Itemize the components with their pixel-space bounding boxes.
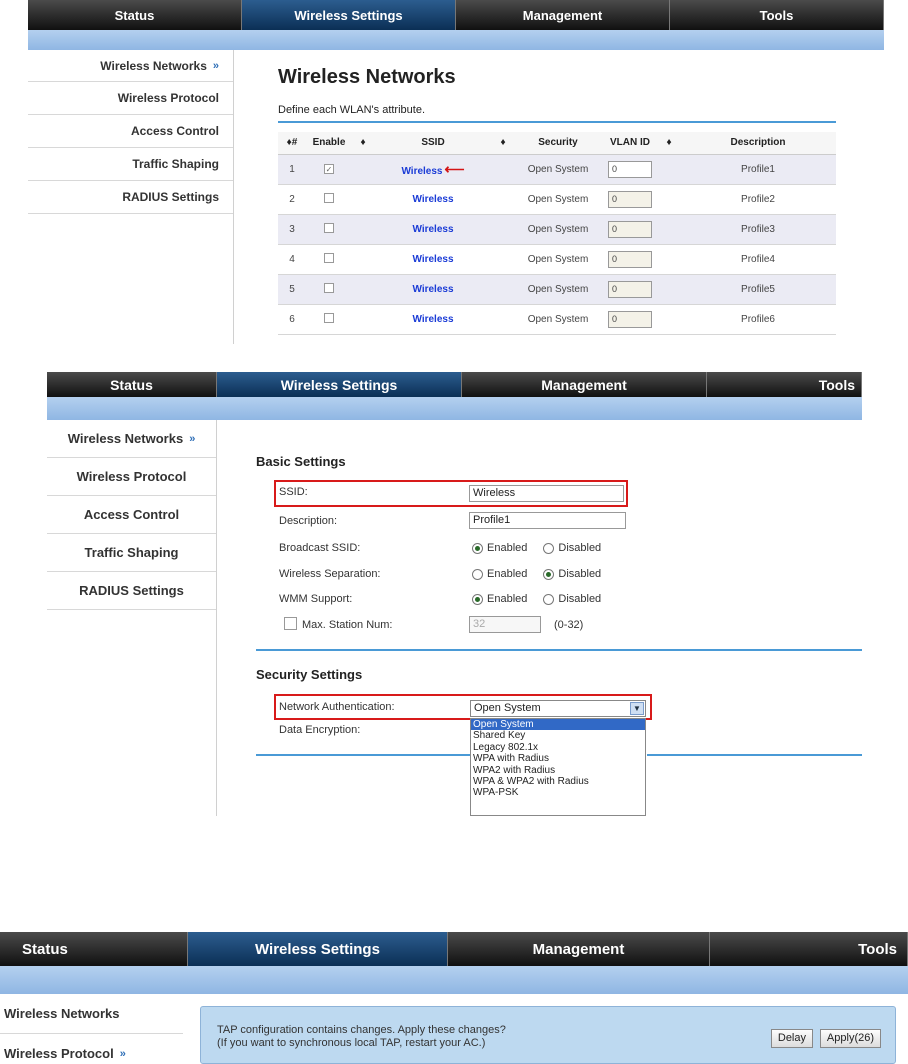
active-arrow-icon: » bbox=[189, 432, 196, 445]
top-nav bbox=[0, 932, 908, 966]
sidebar-item-radius-settings[interactable] bbox=[47, 572, 216, 610]
tab-status[interactable]: Status bbox=[28, 0, 242, 30]
vlan-cell bbox=[602, 244, 658, 274]
row-number: 5 bbox=[278, 274, 306, 304]
col-enable[interactable]: Enable bbox=[306, 132, 352, 154]
max-station-label: Max. Station Num: bbox=[302, 619, 393, 631]
security-cell: Open System bbox=[514, 244, 602, 274]
radio-checked-icon bbox=[472, 543, 483, 554]
radio-checked-icon bbox=[472, 594, 483, 605]
table-row bbox=[278, 274, 836, 304]
wireless-separation-radio-group bbox=[472, 568, 601, 580]
broadcast-ssid-radio-group bbox=[472, 542, 601, 554]
page-subtitle: Define each WLAN's attribute. bbox=[278, 104, 426, 116]
empty-cell bbox=[492, 184, 514, 214]
page-title: Wireless Networks bbox=[278, 66, 456, 88]
section-divider bbox=[256, 754, 470, 756]
max-station-range: (0-32) bbox=[554, 619, 584, 631]
description-cell: Profile4 bbox=[680, 244, 836, 274]
ssid-cell bbox=[374, 154, 492, 184]
tab-tools[interactable]: Tools bbox=[707, 372, 862, 397]
table-row bbox=[278, 214, 836, 244]
description-label: Description: bbox=[279, 515, 338, 527]
col-vlan-id[interactable]: VLAN ID bbox=[602, 132, 658, 154]
ssid-link[interactable]: Wireless bbox=[412, 313, 454, 325]
sidebar-item-wireless-protocol[interactable] bbox=[0, 1034, 183, 1064]
empty-cell bbox=[352, 214, 374, 244]
sidebar-item-label: RADIUS Settings bbox=[79, 583, 184, 598]
max-station-input[interactable]: 32 bbox=[469, 616, 541, 633]
enable-cell bbox=[306, 244, 352, 274]
enable-cell bbox=[306, 154, 352, 184]
sort-icon: ♦ bbox=[286, 137, 292, 149]
sidebar-item-label: Wireless Protocol bbox=[76, 469, 187, 484]
radio-checked-icon bbox=[543, 569, 554, 580]
empty-cell bbox=[658, 274, 680, 304]
enable-cell bbox=[306, 214, 352, 244]
ssid-cell bbox=[374, 274, 492, 304]
tab-tools[interactable]: Tools bbox=[710, 932, 908, 966]
empty-cell bbox=[492, 154, 514, 184]
apply-changes-screen bbox=[0, 932, 908, 1064]
row-number: 4 bbox=[278, 244, 306, 274]
wmm-support-radio-group bbox=[472, 593, 601, 605]
enable-cell bbox=[306, 304, 352, 334]
radio-unchecked-icon bbox=[472, 569, 483, 580]
table-row bbox=[278, 304, 836, 334]
ssid-link[interactable]: Wireless bbox=[412, 253, 454, 265]
empty-cell bbox=[352, 304, 374, 334]
tab-tools[interactable]: Tools bbox=[670, 0, 884, 30]
notice-message: TAP configuration contains changes. Apply these changes? (If you want to synchronous local TAP, restart your AC.) bbox=[217, 1024, 506, 1049]
vlan-cell bbox=[602, 214, 658, 244]
wlan-profile-screen bbox=[47, 372, 862, 816]
empty-cell bbox=[352, 274, 374, 304]
description-cell: Profile6 bbox=[680, 304, 836, 334]
ssid-cell bbox=[374, 244, 492, 274]
security-cell: Open System bbox=[514, 304, 602, 334]
ssid-cell bbox=[374, 304, 492, 334]
ssid-cell bbox=[374, 184, 492, 214]
col-security[interactable]: Security bbox=[514, 132, 602, 154]
empty-cell bbox=[492, 304, 514, 334]
broadcast-enabled-radio[interactable]: Enabled bbox=[472, 542, 527, 554]
wmm-support-label: WMM Support: bbox=[279, 593, 353, 605]
sidebar-item-label: Wireless Networks bbox=[67, 431, 184, 446]
security-settings-heading: Security Settings bbox=[256, 667, 363, 682]
security-cell: Open System bbox=[514, 274, 602, 304]
separation-disabled-radio[interactable]: Disabled bbox=[543, 568, 601, 580]
tab-status[interactable]: Status bbox=[0, 932, 188, 966]
sidebar-item-wireless-protocol[interactable] bbox=[28, 82, 233, 115]
row-number: 1 bbox=[278, 154, 306, 184]
empty-cell bbox=[658, 304, 680, 334]
sidebar-item-wireless-protocol[interactable] bbox=[47, 458, 216, 496]
authentication-options-list bbox=[470, 718, 646, 816]
chevron-down-icon[interactable]: ▼ bbox=[630, 702, 644, 715]
delay-button[interactable]: Delay bbox=[771, 1029, 813, 1048]
security-cell: Open System bbox=[514, 184, 602, 214]
empty-cell bbox=[658, 184, 680, 214]
wireless-separation-label: Wireless Separation: bbox=[279, 568, 381, 580]
security-cell: Open System bbox=[514, 154, 602, 184]
sort-icon[interactable]: ♦ bbox=[352, 132, 374, 154]
broadcast-disabled-radio[interactable]: Disabled bbox=[543, 542, 601, 554]
tab-management[interactable]: Management bbox=[456, 0, 670, 30]
enable-cell bbox=[306, 274, 352, 304]
sidebar bbox=[0, 994, 183, 1064]
sidebar-item-label: RADIUS Settings bbox=[122, 190, 219, 204]
sidebar-item-label: Wireless Protocol bbox=[4, 1046, 114, 1061]
tab-wireless-settings[interactable]: Wireless Settings bbox=[217, 372, 462, 397]
sidebar bbox=[47, 420, 217, 816]
sidebar-item-label: Wireless Protocol bbox=[117, 91, 219, 105]
auth-option[interactable]: WPA with Radius bbox=[473, 753, 549, 765]
sidebar-item-label: Traffic Shaping bbox=[132, 157, 219, 171]
empty-cell bbox=[492, 244, 514, 274]
sidebar-item-wireless-networks[interactable] bbox=[28, 50, 233, 82]
enable-cell bbox=[306, 184, 352, 214]
description-input[interactable]: Profile1 bbox=[469, 512, 626, 529]
enable-checkbox[interactable]: ✓ bbox=[325, 164, 333, 174]
apply-button[interactable]: Apply(26) bbox=[820, 1029, 881, 1048]
sidebar bbox=[28, 50, 234, 344]
vlan-cell bbox=[602, 304, 658, 334]
vlan-id-input[interactable]: 0 bbox=[608, 161, 652, 178]
empty-cell bbox=[352, 184, 374, 214]
basic-settings-heading: Basic Settings bbox=[256, 454, 346, 469]
description-cell: Profile2 bbox=[680, 184, 836, 214]
vlan-cell bbox=[602, 274, 658, 304]
empty-cell bbox=[658, 214, 680, 244]
empty-cell bbox=[492, 214, 514, 244]
row-number: 2 bbox=[278, 184, 306, 214]
sidebar-item-traffic-shaping[interactable] bbox=[47, 534, 216, 572]
title-divider bbox=[278, 121, 836, 123]
tab-status[interactable]: Status bbox=[47, 372, 217, 397]
sidebar-item-label: Access Control bbox=[83, 507, 180, 522]
network-authentication-label: Network Authentication: bbox=[279, 701, 395, 713]
sidebar-item-wireless-networks[interactable] bbox=[47, 420, 216, 458]
enable-checkbox[interactable] bbox=[324, 223, 334, 233]
sub-nav-band bbox=[28, 30, 884, 50]
ssid-link[interactable]: Wireless bbox=[412, 283, 454, 295]
security-cell: Open System bbox=[514, 214, 602, 244]
top-nav bbox=[28, 0, 884, 30]
top-nav bbox=[47, 372, 862, 397]
broadcast-ssid-label: Broadcast SSID: bbox=[279, 542, 361, 554]
description-cell: Profile3 bbox=[680, 214, 836, 244]
auth-option[interactable]: WPA & WPA2 with Radius bbox=[473, 776, 589, 788]
sort-icon[interactable]: ♦ bbox=[492, 132, 514, 154]
vlan-cell bbox=[602, 154, 658, 184]
auth-option[interactable]: Legacy 802.1x bbox=[473, 741, 539, 753]
radio-unchecked-icon bbox=[543, 543, 554, 554]
tab-management[interactable]: Management bbox=[462, 372, 707, 397]
col-ssid[interactable]: SSID bbox=[374, 132, 492, 154]
ssid-link[interactable]: Wireless bbox=[412, 223, 454, 235]
ssid-cell bbox=[374, 214, 492, 244]
section-divider bbox=[256, 649, 862, 651]
apply-changes-notice bbox=[200, 1006, 896, 1064]
sidebar-item-label: Wireless Networks bbox=[4, 1006, 120, 1021]
empty-cell bbox=[492, 274, 514, 304]
wmm-disabled-radio[interactable]: Disabled bbox=[543, 593, 601, 605]
sidebar-item-radius-settings[interactable] bbox=[28, 181, 233, 214]
row-number: 6 bbox=[278, 304, 306, 334]
auth-option[interactable]: WPA-PSK bbox=[473, 787, 519, 799]
table-row bbox=[278, 154, 836, 184]
vlan-id-input[interactable]: 0 bbox=[608, 311, 652, 328]
empty-cell bbox=[352, 244, 374, 274]
table-body bbox=[278, 154, 836, 334]
network-authentication-select[interactable]: Open System ▼ bbox=[470, 700, 646, 717]
tab-wireless-settings[interactable]: Wireless Settings bbox=[188, 932, 448, 966]
enable-checkbox[interactable] bbox=[324, 313, 334, 323]
pointer-arrow-icon: ⟵ bbox=[444, 160, 465, 177]
tab-wireless-settings[interactable]: Wireless Settings bbox=[242, 0, 456, 30]
sidebar-item-access-control[interactable] bbox=[47, 496, 216, 534]
tab-management[interactable]: Management bbox=[448, 932, 710, 966]
table-header-row bbox=[278, 132, 836, 154]
active-arrow-icon: » bbox=[119, 1047, 126, 1060]
vlan-cell bbox=[602, 184, 658, 214]
sidebar-item-label: Traffic Shaping bbox=[84, 545, 179, 560]
table-row bbox=[278, 244, 836, 274]
radio-unchecked-icon bbox=[543, 594, 554, 605]
ssid-link[interactable]: Wireless bbox=[401, 165, 443, 177]
enable-checkbox[interactable] bbox=[324, 193, 334, 203]
separation-enabled-radio[interactable]: Enabled bbox=[472, 568, 527, 580]
ssid-input[interactable]: Wireless bbox=[469, 485, 624, 502]
col-description[interactable]: Description bbox=[680, 132, 836, 154]
ssid-link[interactable]: Wireless bbox=[412, 193, 454, 205]
vlan-id-input[interactable]: 0 bbox=[608, 221, 652, 238]
data-encryption-label: Data Encryption: bbox=[279, 724, 361, 736]
col-num[interactable]: ♦# bbox=[278, 132, 306, 154]
sub-nav-band bbox=[0, 966, 908, 994]
sidebar-item-label: Wireless Networks bbox=[100, 58, 207, 73]
sidebar-item-wireless-networks[interactable] bbox=[0, 994, 183, 1034]
empty-cell bbox=[658, 244, 680, 274]
wlan-table bbox=[278, 132, 836, 335]
auth-option[interactable]: WPA2 with Radius bbox=[473, 764, 556, 776]
enable-checkbox[interactable] bbox=[324, 283, 334, 293]
active-arrow-icon: » bbox=[212, 59, 219, 72]
empty-cell bbox=[352, 154, 374, 184]
enable-checkbox[interactable] bbox=[324, 253, 334, 263]
section-divider bbox=[647, 754, 862, 756]
sort-icon[interactable]: ♦ bbox=[658, 132, 680, 154]
sub-nav-band bbox=[47, 397, 862, 420]
row-number: 3 bbox=[278, 214, 306, 244]
max-station-checkbox[interactable] bbox=[284, 617, 297, 630]
table-row bbox=[278, 184, 836, 214]
empty-cell bbox=[658, 154, 680, 184]
sidebar-item-label: Access Control bbox=[130, 124, 219, 138]
description-cell: Profile5 bbox=[680, 274, 836, 304]
auth-option[interactable]: Shared Key bbox=[473, 730, 526, 742]
vlan-id-input[interactable]: 0 bbox=[608, 191, 652, 208]
auth-option[interactable]: Open System bbox=[471, 719, 645, 730]
sidebar-item-traffic-shaping[interactable] bbox=[28, 148, 233, 181]
sidebar-item-access-control[interactable] bbox=[28, 115, 233, 148]
vlan-id-input[interactable]: 0 bbox=[608, 281, 652, 298]
wmm-enabled-radio[interactable]: Enabled bbox=[472, 593, 527, 605]
description-cell: Profile1 bbox=[680, 154, 836, 184]
vlan-id-input[interactable]: 0 bbox=[608, 251, 652, 268]
ssid-label: SSID: bbox=[279, 486, 308, 498]
wireless-networks-screen bbox=[28, 0, 884, 344]
